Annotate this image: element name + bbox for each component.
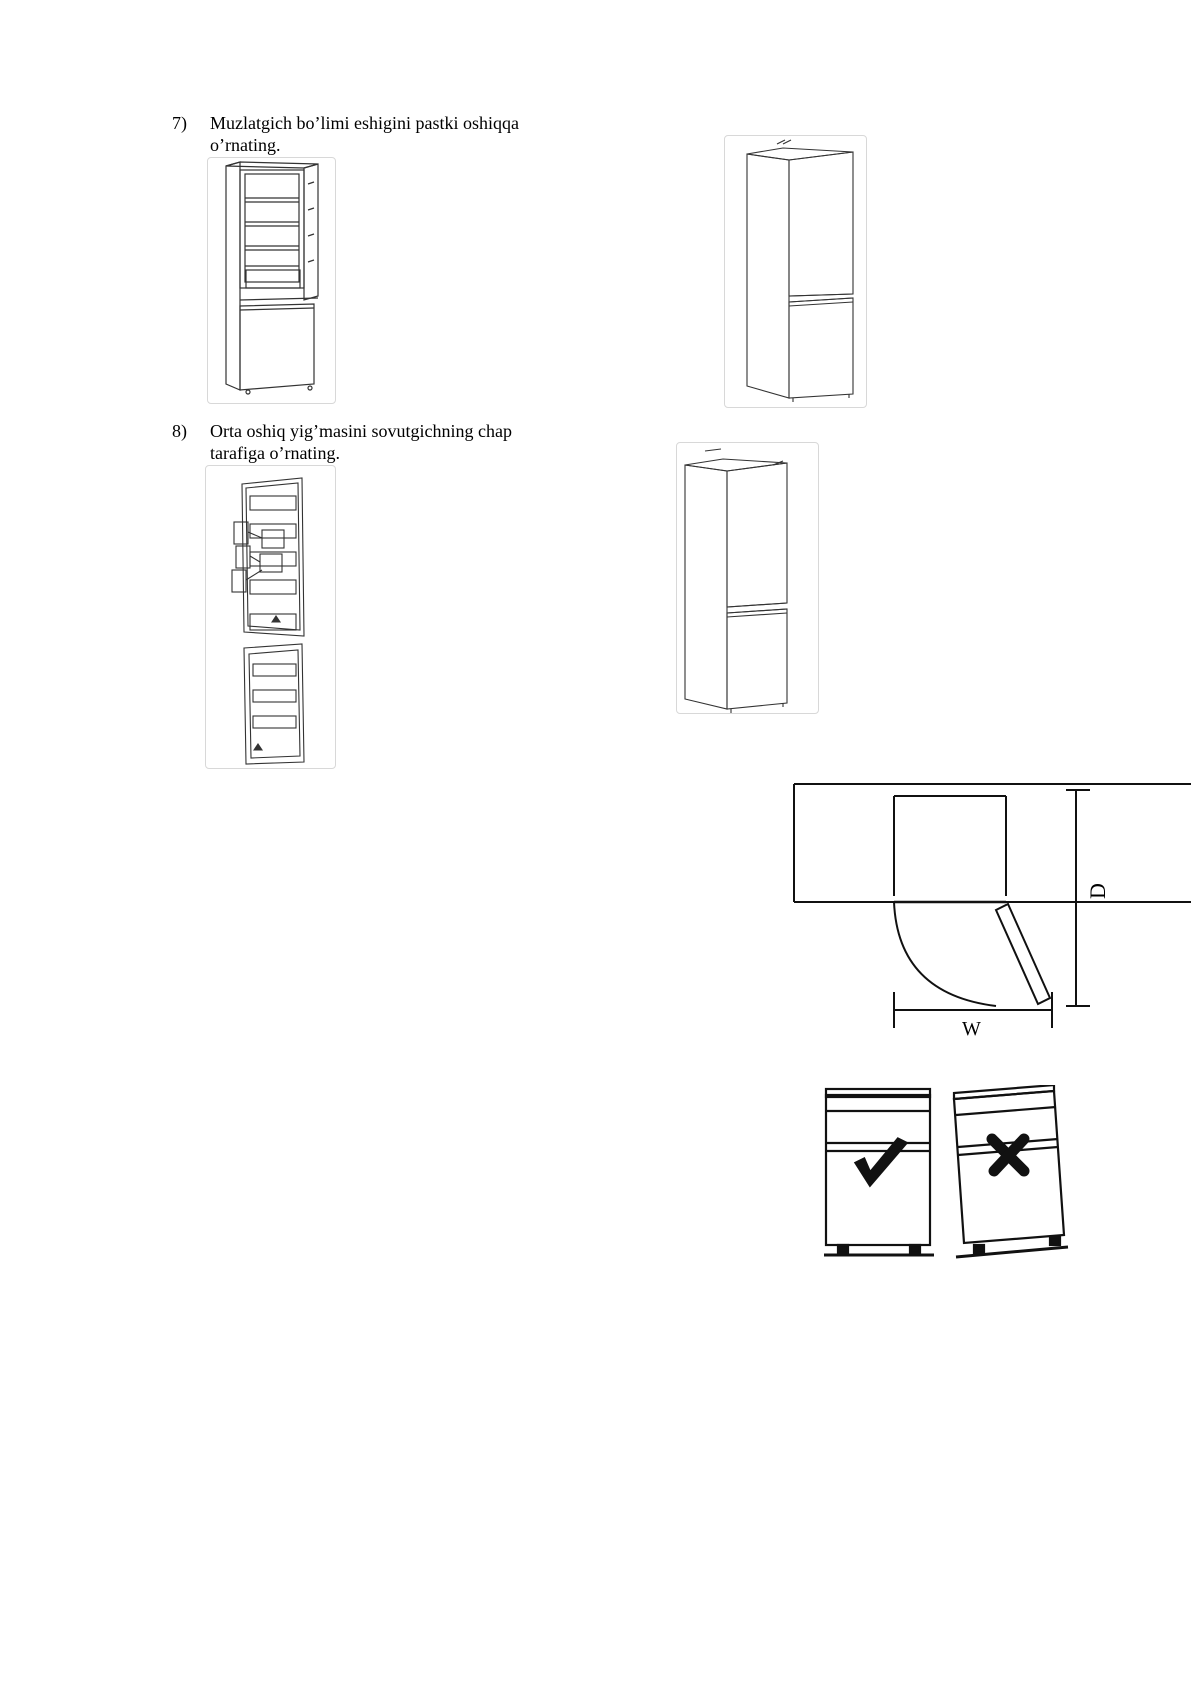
depth-label: D: [1084, 883, 1110, 899]
step-text: Muzlatgich bo’limi eshigini pastki oshiqqa o’rnating.: [210, 113, 519, 155]
door-clearance-figure: [790, 778, 1191, 1040]
door-assembly-figure: [205, 465, 336, 769]
step-8: [172, 420, 592, 468]
fridge-open-shelves-figure: [207, 157, 336, 404]
step-number: 7): [172, 113, 187, 133]
level-correct-incorrect-illustration: [818, 1085, 1078, 1263]
fridge-closed-illustration: [725, 136, 866, 407]
step-number: 8): [172, 421, 187, 441]
door-clearance-diagram: [790, 778, 1191, 1040]
door-hinge-assembly-illustration: [206, 466, 335, 768]
fridge-closed-figure-1: [724, 135, 867, 408]
level-check-figure: [818, 1085, 1078, 1263]
check-icon: [856, 1139, 906, 1185]
step-text: Orta oshiq yig’masini sovutgichning chap tarafiga o’rnating.: [210, 421, 512, 463]
step-7: [172, 112, 592, 160]
fridge-open-shelves-illustration: [208, 158, 335, 403]
width-label: W: [962, 1018, 981, 1040]
fridge-closed-illustration: [677, 443, 818, 713]
fridge-closed-figure-2: [676, 442, 819, 714]
